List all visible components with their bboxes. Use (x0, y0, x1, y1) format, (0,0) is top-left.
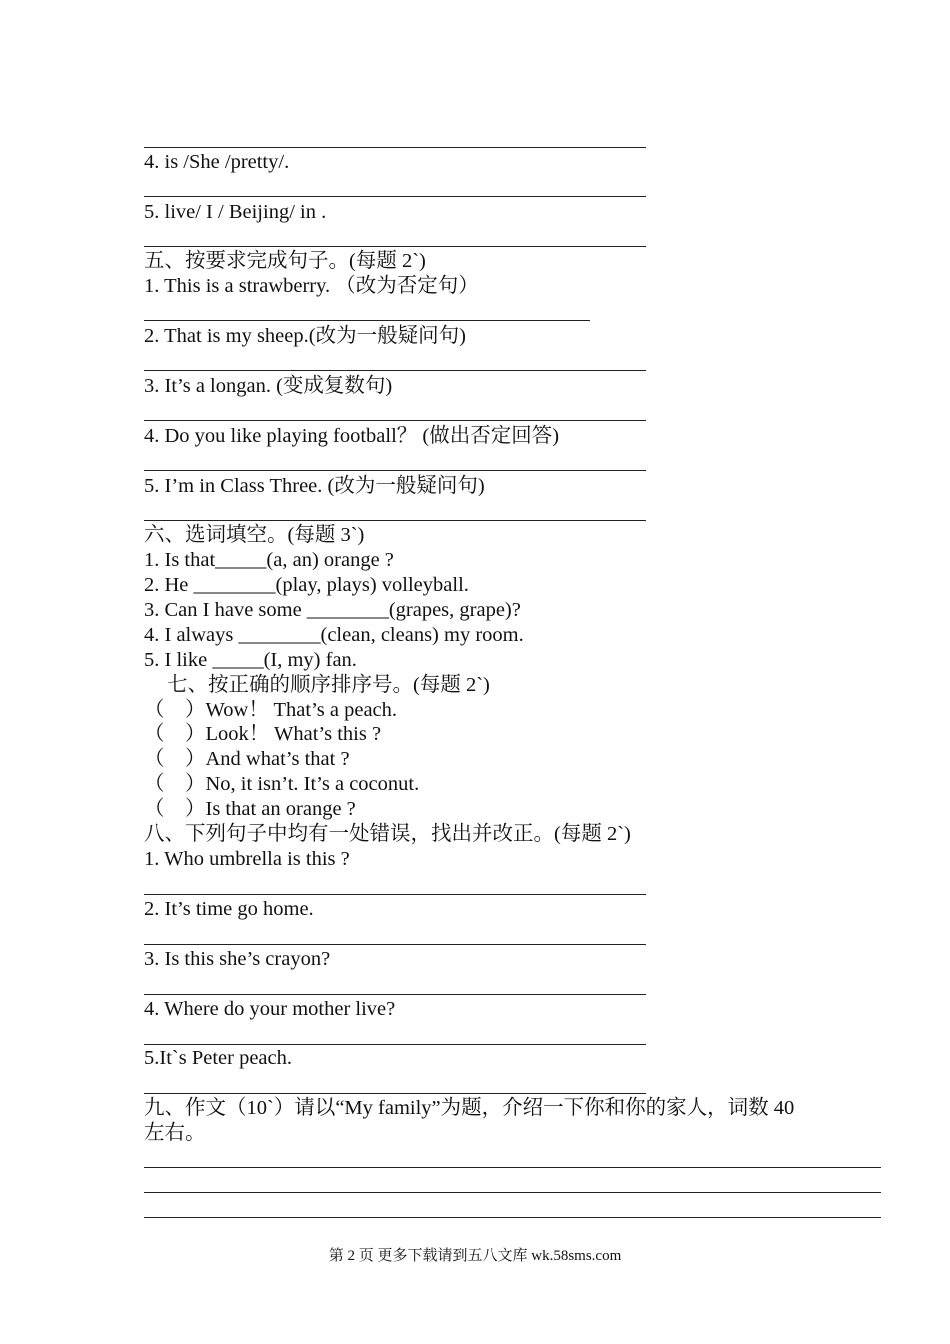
answer-line[interactable] (144, 1044, 646, 1045)
part5-item-2: 2. That is my sheep.(改为一般疑问句) (144, 325, 466, 347)
part8-item-5: 5.It`s Peter peach. (144, 1047, 292, 1069)
part7-item-4: （ ）No, it isn’t. It’s a coconut. (144, 773, 420, 795)
answer-line[interactable] (144, 1093, 646, 1094)
part6-item-1: 1. Is that_____(a, an) orange ? (144, 549, 394, 571)
composition-line[interactable] (144, 1167, 881, 1168)
page-footer: 第 2 页 更多下载请到五八文库 wk.58sms.com (328, 1248, 622, 1264)
answer-line[interactable] (144, 894, 646, 895)
section-heading-6: 六、选词填空。(每题 3`) (144, 524, 365, 546)
composition-line[interactable] (144, 1192, 881, 1193)
part6-item-5: 5. I like _____(I, my) fan. (144, 649, 357, 671)
answer-line[interactable] (144, 420, 646, 421)
part6-item-2: 2. He ________(play, plays) volleyball. (144, 574, 469, 596)
answer-line[interactable] (144, 944, 646, 945)
section-heading-9-cont: 左右。 (144, 1122, 206, 1144)
part4-item-4: 4. is /She /pretty/. (144, 151, 290, 173)
section-heading-7: 七、按正确的顺序排序号。(每题 2`) (167, 674, 490, 696)
part6-item-3: 3. Can I have some ________(grapes, grape)? (144, 599, 521, 621)
answer-line[interactable] (144, 320, 590, 321)
answer-line[interactable] (144, 520, 646, 521)
part5-item-1: 1. This is a strawberry. （改为否定句） (144, 275, 479, 297)
section-heading-5: 五、按要求完成句子。(每题 2`) (144, 250, 426, 272)
section-heading-9: 九、作文（10`）请以“My family”为题，介绍一下你和你的家人，词数 40 (144, 1097, 795, 1119)
part7-item-5: （ ）Is that an orange ? (144, 798, 356, 820)
part5-item-4: 4. Do you like playing football？ (做出否定回答) (144, 425, 560, 447)
part8-item-1: 1. Who umbrella is this ? (144, 848, 350, 870)
answer-line[interactable] (144, 246, 646, 247)
part8-item-2: 2. It’s time go home. (144, 898, 314, 920)
section-heading-8: 八、下列句子中均有一处错误，找出并改正。(每题 2`) (144, 823, 631, 845)
part8-item-3: 3. Is this she’s crayon? (144, 948, 331, 970)
answer-line[interactable] (144, 470, 646, 471)
part7-item-1: （ ）Wow！ That’s a peach. (144, 699, 398, 721)
part6-item-4: 4. I always ________(clean, cleans) my room. (144, 624, 524, 646)
part8-item-4: 4. Where do your mother live? (144, 998, 396, 1020)
part7-item-3: （ ）And what’s that ? (144, 748, 350, 770)
part7-item-2: （ ）Look！ What’s this ? (144, 723, 382, 745)
part5-item-3: 3. It’s a longan. (变成复数句) (144, 375, 393, 397)
answer-line[interactable] (144, 147, 646, 148)
part5-item-5: 5. I’m in Class Three. (改为一般疑问句) (144, 475, 485, 497)
answer-line[interactable] (144, 994, 646, 995)
composition-line[interactable] (144, 1217, 881, 1218)
answer-line[interactable] (144, 196, 646, 197)
answer-line[interactable] (144, 370, 646, 371)
part4-item-5: 5. live/ I / Beijing/ in . (144, 201, 327, 223)
